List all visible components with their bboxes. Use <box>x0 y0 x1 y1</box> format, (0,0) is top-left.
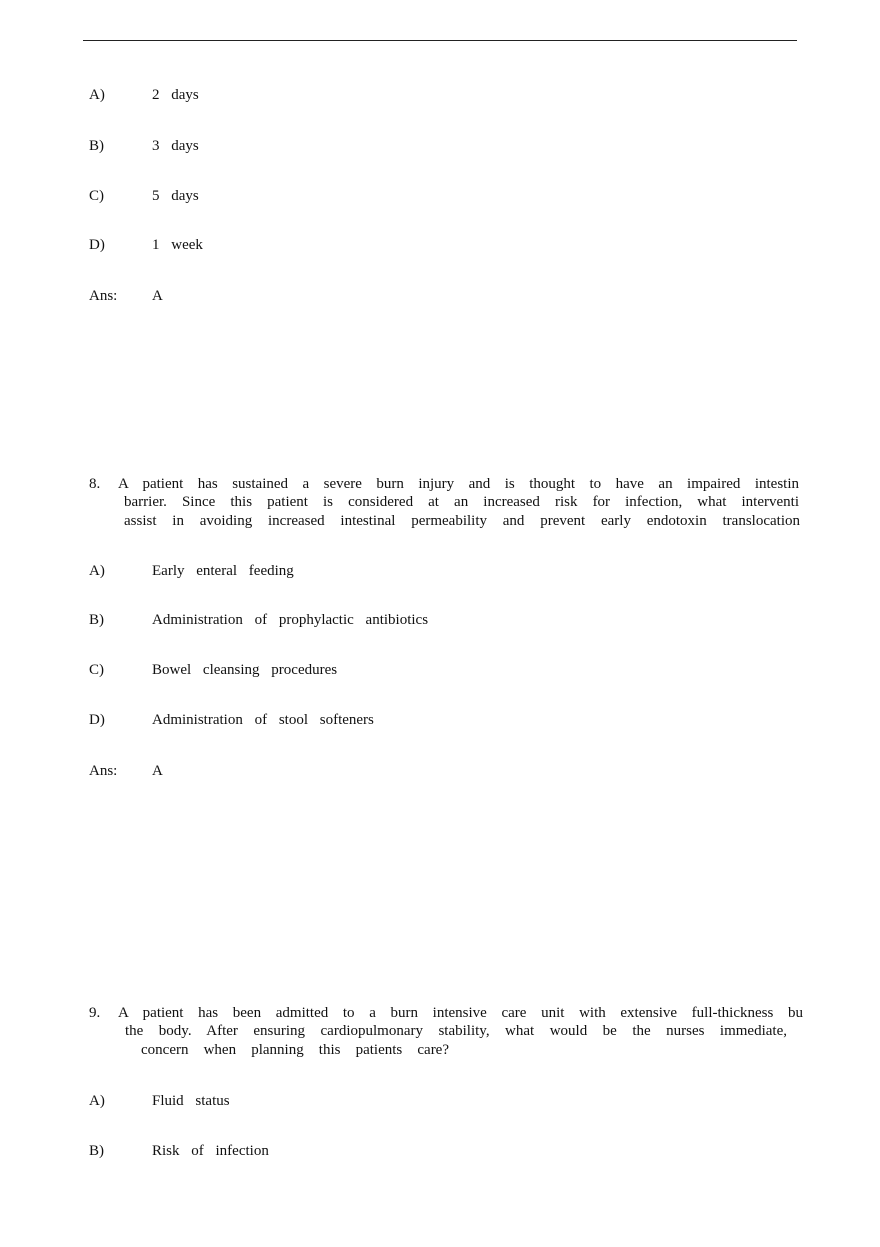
option-label: D) <box>89 237 105 253</box>
question-number: 8. <box>89 476 101 492</box>
option-label: C) <box>89 662 104 678</box>
option-label: B) <box>89 612 104 628</box>
question-text-line: A patient has sustained a severe burn injury and is thought to have an impaired intestin <box>118 476 799 492</box>
question-text-line: the body. After ensuring cardiopulmonary stability, what would be the nurses immediate, <box>125 1023 787 1039</box>
option-label: A) <box>89 87 105 103</box>
option-text: Administration of stool softeners <box>152 712 374 728</box>
answer-label: Ans: <box>89 763 118 779</box>
option-text: 1 week <box>152 237 203 253</box>
question-text-line: A patient has been admitted to a burn intensive care unit with extensive full-thickness bu <box>118 1005 803 1021</box>
option-text: 5 days <box>152 188 199 204</box>
option-label: D) <box>89 712 105 728</box>
option-text: Early enteral feeding <box>152 563 294 579</box>
question-text-line: assist in avoiding increased intestinal permeability and prevent early endotoxin translocation <box>124 513 800 529</box>
header-rule <box>83 40 797 41</box>
option-label: A) <box>89 1093 105 1109</box>
answer-value: A <box>152 288 163 304</box>
option-text: 3 days <box>152 138 199 154</box>
question-text-line: barrier. Since this patient is considered at an increased risk for infection, what interventi <box>124 494 799 510</box>
question-text-line: concern when planning this patients care? <box>141 1042 449 1058</box>
option-text: 2 days <box>152 87 199 103</box>
answer-label: Ans: <box>89 288 118 304</box>
option-label: B) <box>89 138 104 154</box>
option-label: A) <box>89 563 105 579</box>
option-text: Risk of infection <box>152 1143 269 1159</box>
option-text: Administration of prophylactic antibiotics <box>152 612 429 628</box>
option-text: Bowel cleansing procedures <box>152 662 338 678</box>
option-label: C) <box>89 188 104 204</box>
question-number: 9. <box>89 1005 101 1021</box>
answer-value: A <box>152 763 163 779</box>
option-label: B) <box>89 1143 104 1159</box>
option-text: Fluid status <box>152 1093 230 1109</box>
